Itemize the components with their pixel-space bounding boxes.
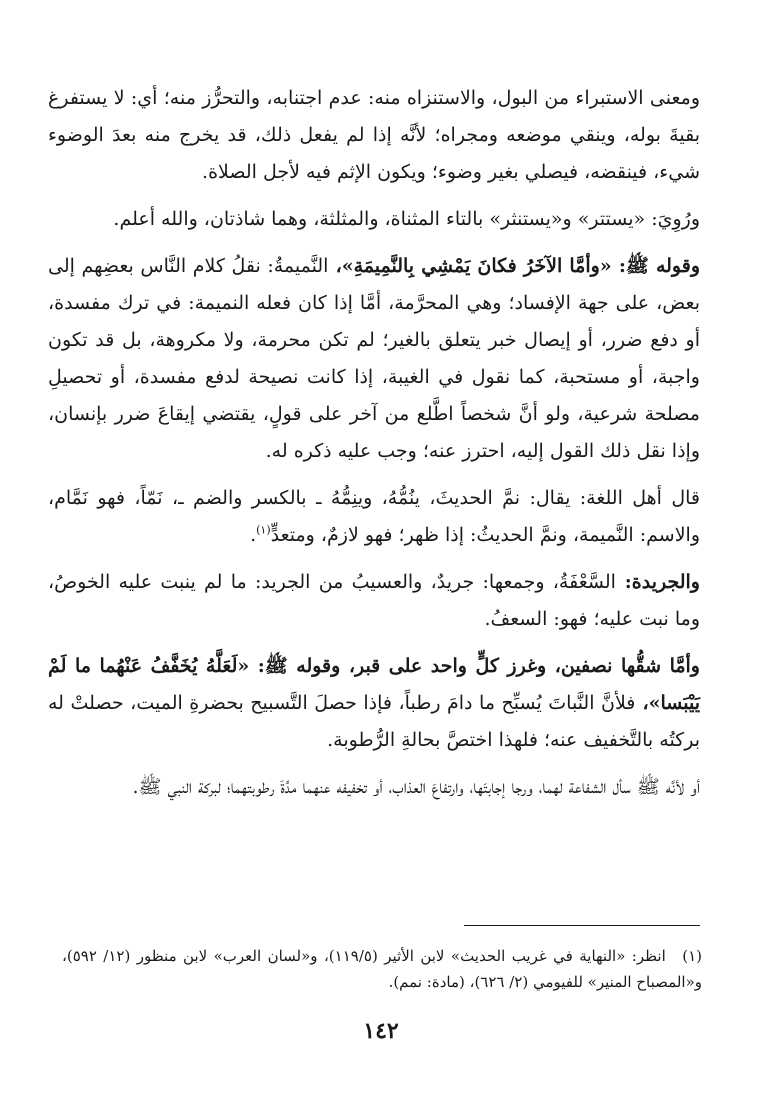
- bold-text: وأمَّا شقُّها نصفين، وغرز كلٍّ واحد على قبر، وقوله ﷺ: «لَعَلَّهُ يُخَفَّفُ عَنْهُما ما لَمْ يَيْبَسا»،: [48, 655, 700, 714]
- paragraph: [48, 480, 700, 554]
- body-text: قال أهل اللغة: يقال: نمَّ الحديثَ، ينُمُّهُ، وينِمُّهُ ـ بالكسر والضم ـ، نَمّاً، فهو نَمَّام، والاسم: النَّميمة، ونمَّ الحديثُ: إذا ظهر؛ فهو لازمٌ، ومتعدٍّ: [48, 487, 700, 546]
- paragraph: [48, 248, 700, 470]
- body-text: أو لأنَّه ﷺ سأل الشفاعة لهما، ورجا إجابتَها، وارتفاعَ العذاب، أو تخفيفه عنهما مدَّةَ رطوبتهما؛ لبركة النبي ﷺ.: [132, 776, 700, 798]
- body-text: النَّميمةُ: نقلُ كلام النَّاس بعضِهم إلى بعض، على جهة الإفساد؛ وهي المحرَّمة، أمَّا إذا كان فعله النميمة: في ترك مفسدة، أو دفع ضرر، أو إيصال خبر يتعلق بالغير؛ لم تكن محرمة، ولا مكروهة، بل قد تكون واجبة، أو مستحبة، كما نقول في الغيبة، إذا كانت نصيحة لدفع مفسدة، أو تحصيلِ مصلحة شرعية، ولو أنَّ شخصاً اطَّلع من آخر على قولٍ، يقتضي إيقاعَ ضرر بإنسان، وإذا نقل ذلك القول إليه، احترز عنه؛ وجب عليه ذكره له.: [48, 255, 700, 462]
- body-text: ورُوِيَ: «يستتر» و«يستنثر» بالتاء المثناة، والمثلثة، وهما شاذتان، والله أعلم.: [113, 208, 700, 230]
- paragraph: [48, 80, 700, 191]
- paragraph: [48, 564, 700, 638]
- footnote-divider: [464, 925, 700, 926]
- paragraph: [48, 201, 700, 238]
- body-text: .: [250, 524, 257, 546]
- footnote-number: (١): [682, 947, 702, 965]
- body-text: السَّعْفَةُ، وجمعها: جريدٌ، والعسيبُ من الجريد: ما لم ينبت عليه الخوصُ، وما نبت عليه؛ فهو: السعفُ.: [48, 571, 700, 630]
- body-text: ومعنى الاستبراء من البول، والاستنزاه منه: عدم اجتنابه، والتحرُّز منه؛ أي: لا يستفرغ بقيةَ بوله، وينقي موضعه ومجراه؛ لأنَّه إذا لم يفعل ذلك، قد يخرج منه بعدَ الوضوء شيء، فينقضه، فيصلي بغير وضوء؛ ويكون الإثم فيه لأجل الصلاة.: [48, 87, 700, 183]
- body-text: فلأنَّ النَّباتَ يُسبِّح ما دامَ رطباً، فإذا حصلَ التَّسبيح بحضرةِ الميت، حصلتْ له بركتُه بالتَّخفيف عنه؛ فلهذا اختصَّ بحالةِ الرُّطوبة.: [48, 692, 700, 751]
- paragraph: [48, 648, 700, 759]
- footnote-text: انظر: «النهاية في غريب الحديث» لابن الأثير (١١٩/٥)، و«لسان العرب» لابن منظور (١٢/ ٥٩٢)، و«المصباح المنير» للفيومي (٢/ ٦٢٦)، (مادة: نمم).: [62, 947, 702, 991]
- paragraph: [48, 769, 700, 806]
- bold-text: وقوله ﷺ: «وأمَّا الآخَرُ فكانَ يَمْشِي بِالنَّمِيمَةِ»،: [328, 255, 700, 277]
- page-body: [48, 80, 700, 816]
- bold-text: والجريدة:: [615, 571, 700, 593]
- page-number: ١٤٢: [363, 1018, 399, 1044]
- footnote-ref: (١): [256, 523, 271, 537]
- footnote: [62, 943, 702, 995]
